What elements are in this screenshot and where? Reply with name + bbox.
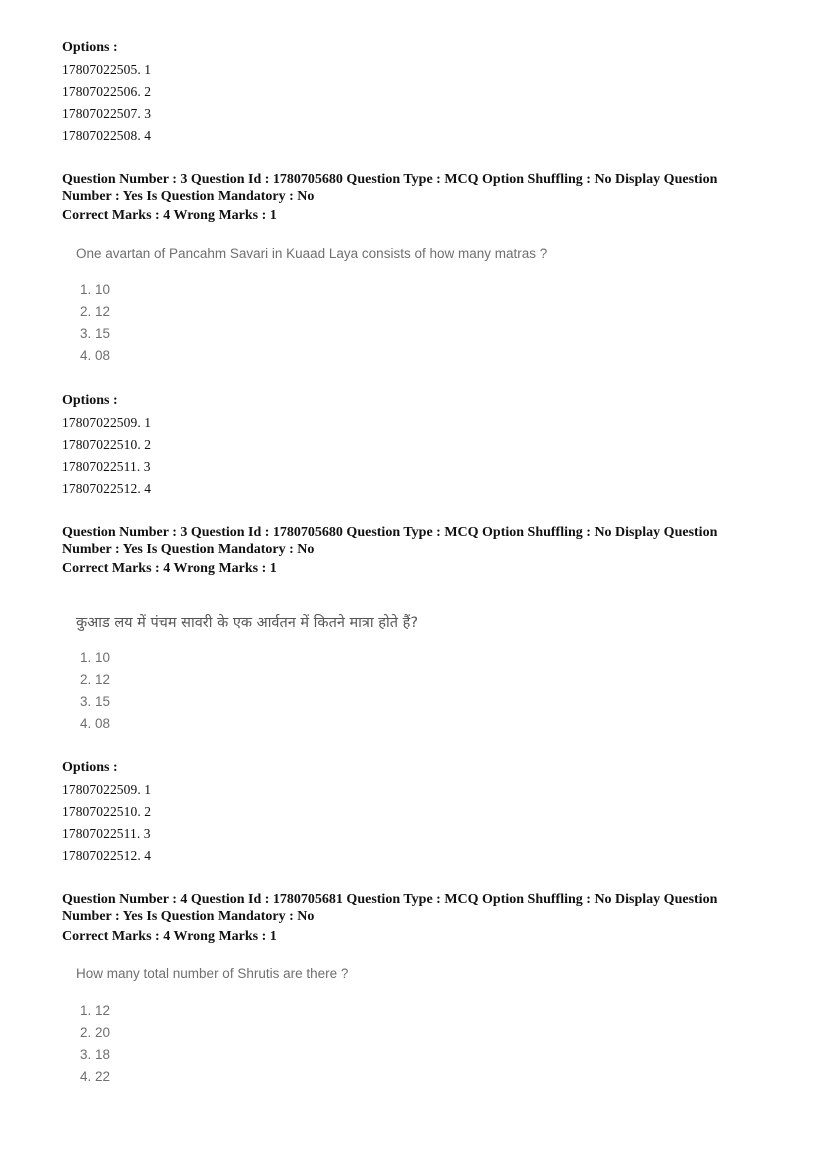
- options-label: Options :: [62, 760, 118, 775]
- question-text: कुआड लय में पंचम सावरी के एक आर्वतन में कितने मात्रा होते हैं?: [76, 615, 419, 631]
- question-choice: 3. 15: [80, 694, 111, 709]
- question-choice: 2. 20: [80, 1025, 111, 1040]
- option-line: 17807022509. 1: [62, 415, 152, 430]
- option-line: 17807022508. 4: [62, 128, 152, 143]
- question-header-line-2: Number : Yes Is Question Mandatory : No: [62, 188, 315, 204]
- question-marks: Correct Marks : 4 Wrong Marks : 1: [62, 561, 277, 576]
- options-label: Options :: [62, 40, 118, 55]
- option-line: 17807022510. 2: [62, 804, 152, 819]
- question-choice: 3. 18: [80, 1047, 111, 1062]
- question-header-line-1: Question Number : 4 Question Id : 1780705681 Question Type : MCQ Option Shuffling : No Display Question: [62, 892, 718, 907]
- question-choice: 1. 10: [80, 282, 111, 297]
- question-choice: 2. 12: [80, 672, 111, 687]
- option-line: 17807022511. 3: [62, 459, 151, 474]
- question-choice: 4. 08: [80, 348, 111, 363]
- question-header-line-1: Question Number : 3 Question Id : 1780705680 Question Type : MCQ Option Shuffling : No Display Question: [62, 525, 718, 540]
- question-header-line-1: Question Number : 3 Question Id : 1780705680 Question Type : MCQ Option Shuffling : No Display Question: [62, 172, 718, 187]
- question-header: [62, 172, 762, 205]
- question-choice: 4. 22: [80, 1069, 111, 1084]
- question-header-line-2: Number : Yes Is Question Mandatory : No: [62, 541, 315, 557]
- question-marks: Correct Marks : 4 Wrong Marks : 1: [62, 208, 277, 223]
- option-line: 17807022506. 2: [62, 84, 152, 99]
- option-line: 17807022505. 1: [62, 62, 152, 77]
- question-choice: 4. 08: [80, 716, 111, 731]
- question-choice: 3. 15: [80, 326, 111, 341]
- option-line: 17807022507. 3: [62, 106, 152, 121]
- question-marks: Correct Marks : 4 Wrong Marks : 1: [62, 929, 277, 944]
- question-header-line-2: Number : Yes Is Question Mandatory : No: [62, 908, 315, 924]
- question-choice: 1. 10: [80, 650, 111, 665]
- question-header: [62, 525, 762, 558]
- question-choice: 2. 12: [80, 304, 111, 319]
- option-line: 17807022512. 4: [62, 481, 152, 496]
- option-line: 17807022509. 1: [62, 782, 152, 797]
- question-text: One avartan of Pancahm Savari in Kuaad Laya consists of how many matras ?: [76, 246, 548, 261]
- option-line: 17807022512. 4: [62, 848, 152, 863]
- option-line: 17807022511. 3: [62, 826, 151, 841]
- question-text: How many total number of Shrutis are there ?: [76, 966, 349, 981]
- options-label: Options :: [62, 393, 118, 408]
- question-header: [62, 892, 762, 925]
- question-choice: 1. 12: [80, 1003, 111, 1018]
- option-line: 17807022510. 2: [62, 437, 152, 452]
